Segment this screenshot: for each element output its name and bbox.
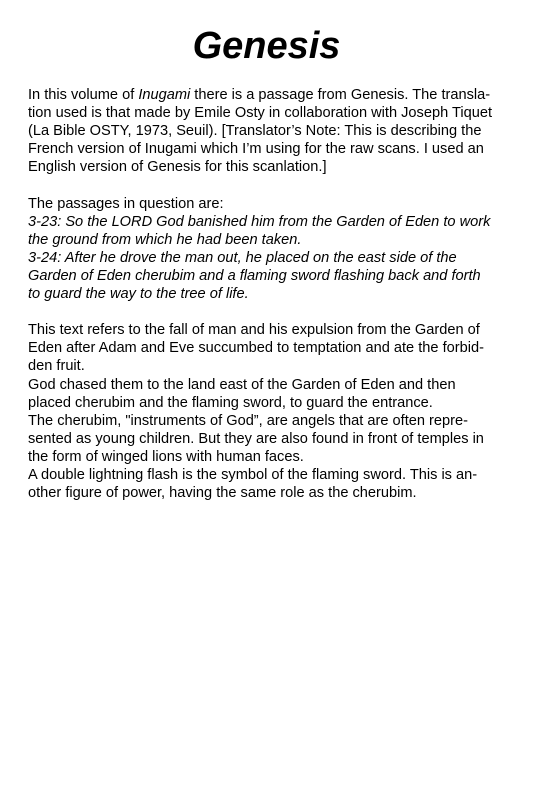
passages-heading: The passages in question are: [28,195,224,212]
intro-line [28,86,512,104]
intro-line: (La Bible OSTY, 1973, Seuil). [Translator’s Note: This is describing the [28,123,482,140]
document-body [28,86,512,502]
explanation-line: sented as young children. But they are also found in front of temples in [28,430,484,447]
explanation-line: God chased them to the land east of the Garden of Eden and then [28,376,456,393]
passages-paragraph [28,195,512,304]
explanation-line: This text refers to the fall of man and his expulsion from the Garden of [28,322,480,339]
intro-line: English version of Genesis for this scanlation.] [28,159,327,176]
paragraph-gap [28,176,512,194]
explanation-line: A double lightning flash is the symbol of the flaming sword. This is an- [28,466,478,483]
verse-line: to guard the way to the tree of life. [28,286,249,303]
explanation-line: Eden after Adam and Eve succumbed to temptation and ate the forbid- [28,340,484,357]
page-title: Genesis [192,25,341,67]
book-title-emphasis: Inugami [138,87,191,103]
verse-line: 3-24: After he drove the man out, he placed on the east side of the [28,249,457,266]
explanation-line: den fruit. [28,358,85,375]
intro-line: tion used is that made by Emile Osty in collaboration with Joseph Tiquet [28,105,492,122]
intro-text: there is a passage from Genesis. The transla- [190,87,491,103]
paragraph-gap [28,303,512,321]
explanation-line: the form of winged lions with human faces. [28,448,304,465]
explanation-line: The cherubim, "instruments of God”, are angels that are often repre- [28,412,468,429]
verse-line: the ground from which he had been taken. [28,231,302,248]
intro-paragraph [28,86,512,176]
explanation-line: placed cherubim and the flaming sword, to guard the entrance. [28,394,433,411]
intro-line: French version of Inugami which I’m using for the raw scans. I used an [28,141,484,158]
intro-text: In this volume of [28,87,139,103]
verse-line: 3-23: So the LORD God banished him from the Garden of Eden to work [28,213,491,230]
verse-line: Garden of Eden cherubim and a flaming sword flashing back and forth [28,267,481,284]
explanation-line: other figure of power, having the same role as the cherubim. [28,485,417,502]
explanation-paragraph [28,321,512,502]
